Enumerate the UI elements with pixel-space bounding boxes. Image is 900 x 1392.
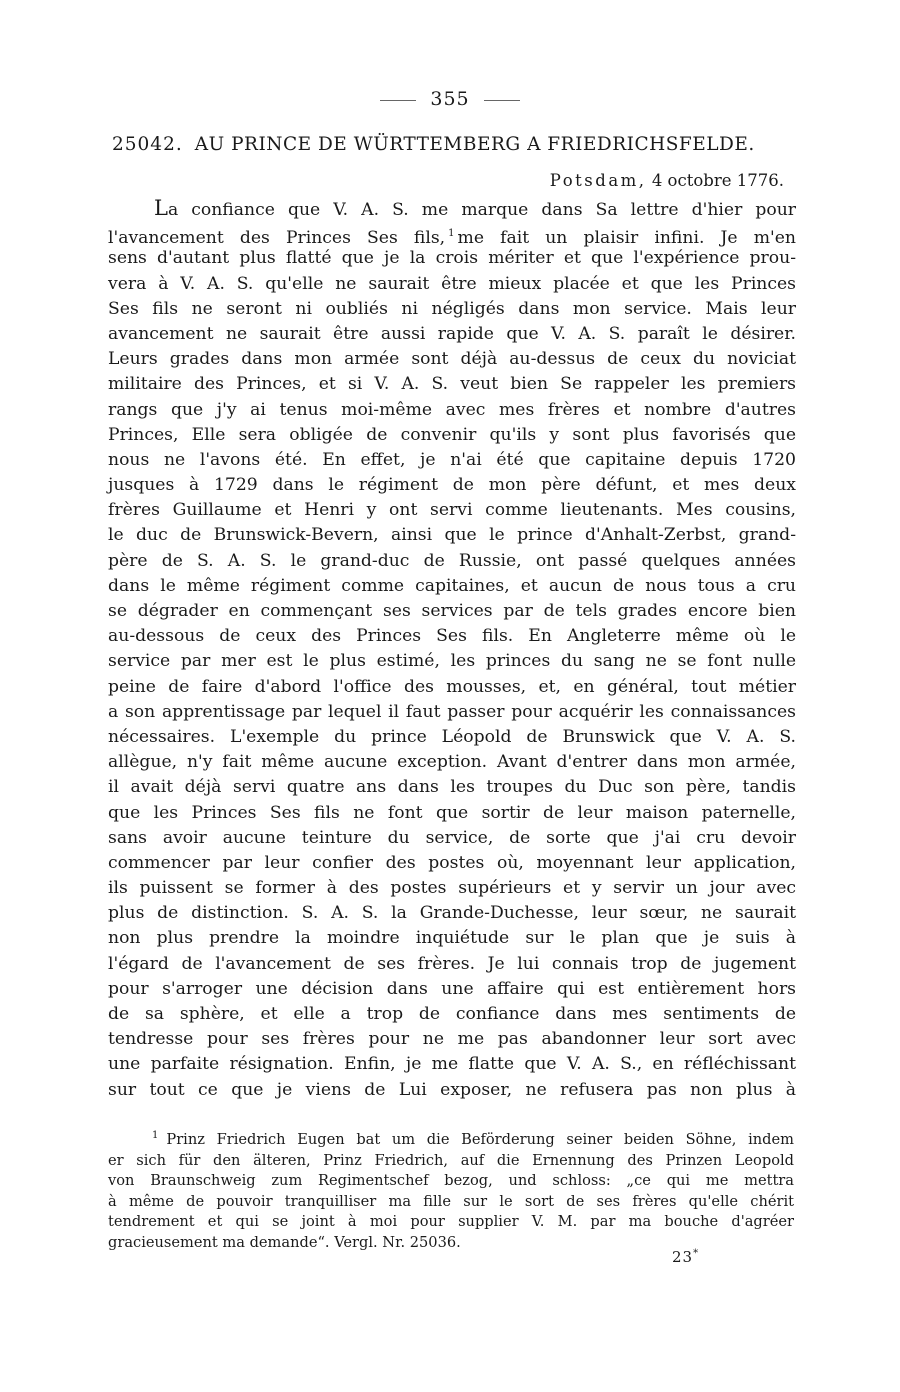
body-line: peine de faire d'abord l'office des mousses, et, en général, tout métier (108, 676, 796, 697)
body-line: sans avoir aucune teinture du service, de sorte que j'ai cru devoir (108, 827, 796, 848)
body-line: Leurs grades dans mon armée sont déjà au-dessus de ceux du noviciat (108, 349, 796, 370)
body-line: avancement ne saurait être aussi rapide que V. A. S. paraît le désirer. (108, 323, 796, 344)
body-line: non plus prendre la moindre inquiétude sur le plan que je suis à (108, 928, 796, 949)
body-line-with-footnote-ref (108, 221, 796, 249)
body-line: le duc de Brunswick-Bevern, ainsi que le prince d'Anhalt-Zerbst, grand- (108, 525, 796, 546)
body-line: sur tout ce que je viens de Lui exposer, ne refusera pas non plus à (108, 1079, 796, 1100)
body-line: l'égard de l'avancement de ses frères. Je lui connais trop de jugement (108, 953, 796, 974)
footnote-reference: 1 (448, 228, 455, 240)
body-line: se dégrader en commençant ses services par de tels grades encore bien (108, 601, 796, 621)
footnote-line: er sich für den älteren, Prinz Friedrich, auf die Ernennung des Prinzen Leopold (108, 1151, 794, 1169)
footnote-line: gracieusement ma demande“. Vergl. Nr. 25036. (108, 1233, 461, 1251)
footnote-line: tendrement et qui se joint à moi pour supplier V. M. par ma bouche d'agréer (108, 1213, 794, 1230)
signature-number: 23 (672, 1248, 694, 1266)
body-line: de sa sphère, et elle a trop de confiance dans mes sentiments de (108, 1004, 796, 1024)
dateline-date: 4 octobre 1776. (651, 171, 784, 190)
body-line-segment: l'avancement des Princes Ses fils, (108, 228, 446, 249)
body-line: sens d'autant plus flatté que je la crois mériter et que l'expérience prou- (108, 248, 796, 269)
body-line: au-dessous de ceux des Princes Ses fils. En Angleterre même où le (108, 626, 796, 647)
footnote-line: von Braunschweig zum Regimentschef bezog, und schloss: „ce qui me mettra (108, 1172, 794, 1189)
letter-title: AU PRINCE DE WÜRTTEMBERG A FRIEDRICHSFELDE. (194, 134, 755, 155)
footnote-line (108, 1126, 794, 1151)
dateline (112, 171, 784, 190)
body-line: tendresse pour ses frères pour ne me pas abandonner leur sort avec (108, 1029, 796, 1050)
body-line: ils puissent se former à des postes supérieurs et y servir un jour avec (108, 878, 796, 899)
body-line: père de S. A. S. le grand-duc de Russie, ont passé quelques années (108, 550, 796, 571)
body-line: service par mer est le plus estimé, les princes du sang ne se font nulle (108, 651, 796, 672)
body-line: nous ne l'avons été. En effet, je n'ai été que capitaine depuis 1720 (108, 449, 796, 470)
body-line-segment: me fait un plaisir infini. Je m'en (457, 228, 796, 249)
page-number (0, 88, 900, 110)
footnote (108, 1126, 794, 1253)
body-line: une parfaite résignation. Enfin, je me flatte que V. A. S., en réfléchissant (108, 1054, 796, 1075)
footnote-mark: 1 (152, 1130, 159, 1141)
letter-body (108, 196, 796, 1103)
body-line: pour s'arroger une décision dans une affaire qui est entièrement hors (108, 978, 796, 999)
body-line: dans le même régiment comme capitaines, et aucun de nous tous a cru (108, 575, 796, 596)
body-line: commencer par leur confier des postes où, moyennant leur application, (108, 852, 796, 873)
letter-number: 25042. (112, 134, 183, 155)
footnote-line: à même de pouvoir tranquilliser ma fille sur le sort de ses frères qu'elle chérit (108, 1192, 794, 1210)
signature-mark (672, 1248, 699, 1266)
body-line: a son apprentissage par lequel il faut passer pour acquérir les connaissances (108, 701, 796, 722)
dateline-place: Potsdam, (549, 171, 647, 190)
letter-heading (112, 134, 802, 155)
footnote-line-text: Prinz Friedrich Eugen bat um die Beförderung seiner beiden Söhne, indem (166, 1131, 794, 1148)
body-line: La confiance que V. A. S. me marque dans Sa lettre d'hier pour (154, 196, 796, 220)
body-line: allègue, n'y fait même aucune exception. Avant d'entrer dans mon armée, (108, 752, 796, 773)
body-line: il avait déjà servi quatre ans dans les troupes du Duc son père, tandis (108, 777, 796, 798)
body-line: frères Guillaume et Henri y ont servi comme lieutenants. Mes cousins, (108, 500, 796, 521)
body-line: Ses fils ne seront ni oubliés ni négligés dans mon service. Mais leur (108, 298, 796, 319)
body-line: que les Princes Ses fils ne font que sortir de leur maison paternelle, (108, 802, 796, 823)
body-line: rangs que j'y ai tenus moi-même avec mes frères et nombre d'autres (108, 399, 796, 420)
left-rule (380, 100, 416, 101)
body-line: vera à V. A. S. qu'elle ne saurait être mieux placée et que les Princes (108, 273, 796, 294)
body-line: Princes, Elle sera obligée de convenir qu'ils y sont plus favorisés que (108, 424, 796, 445)
body-line: jusques à 1729 dans le régiment de mon père défunt, et mes deux (108, 475, 796, 496)
body-line: plus de distinction. S. A. S. la Grande-Duchesse, leur sœur, ne saurait (108, 903, 796, 924)
signature-star: * (693, 1248, 700, 1259)
body-line: militaire des Princes, et si V. A. S. veut bien Se rappeler les premiers (108, 374, 796, 395)
body-line: nécessaires. L'exemple du prince Léopold de Brunswick que V. A. S. (108, 726, 796, 747)
page-number-text: 355 (430, 88, 470, 110)
right-rule (484, 100, 520, 101)
